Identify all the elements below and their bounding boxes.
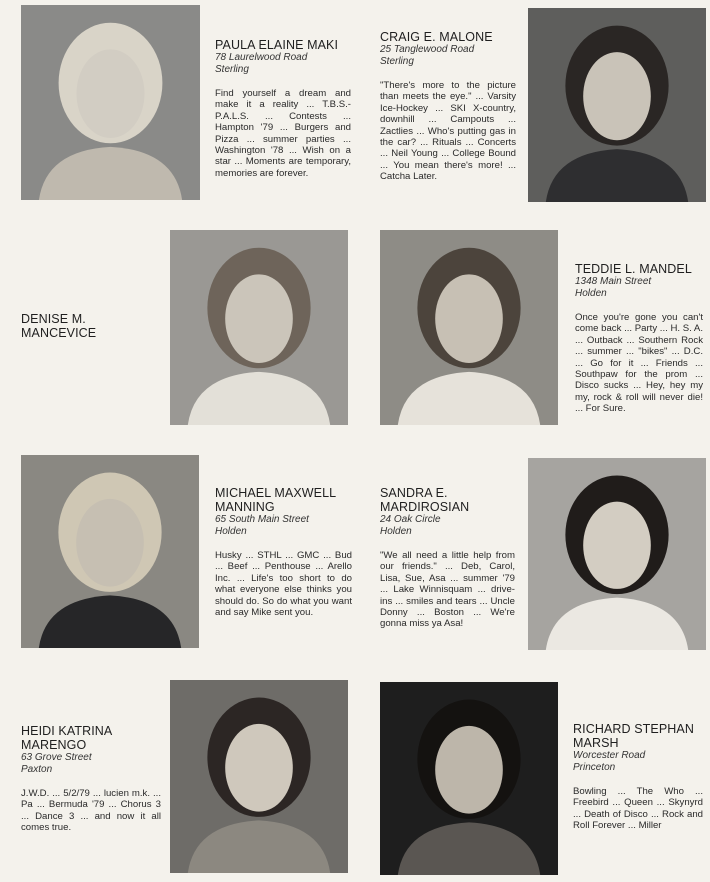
entry-richard-marsh [573,722,703,832]
entry-craig-malone [380,30,516,183]
senior-name-line2: MARSH [573,736,619,750]
senior-town: Holden [215,526,247,537]
senior-town: Princeton [573,762,616,773]
senior-blurb: Once you're gone you can't come back ... Party ... H. S. A. ... Outback ... Southern Rock ... summer ... "bikes" ... D.C. ... Go for it ... Friends ... Southpaw for the prom ... Disco sucks ... Hey, hey my my, rock & roll will never die! ... For Sure. [575,312,703,415]
portrait-silhouette [170,680,348,873]
senior-name-line2: MARDIROSIAN [380,500,470,514]
senior-address: Worcester Road [573,750,646,761]
portrait-face [583,52,651,140]
portrait-face [76,499,144,587]
senior-address: 65 South Main Street [215,514,309,525]
portrait-face [225,724,293,812]
portrait-silhouette [21,455,199,648]
portrait-silhouette [21,5,200,200]
senior-name: MICHAEL MAXWELL [215,486,337,500]
photo-teddie-mandel [380,230,558,425]
portrait-silhouette [380,230,558,425]
portrait-silhouette [380,682,558,875]
portrait-face [435,726,503,814]
senior-address: 63 Grove Street [21,752,92,763]
senior-name-line2: MANCEVICE [21,326,97,340]
entry-michael-manning [215,486,352,618]
senior-town: Paxton [21,764,53,775]
entry-denise-mancevice [21,312,161,340]
portrait-silhouette [528,458,706,650]
photo-craig-malone [528,8,706,202]
portrait-face [76,49,144,138]
portrait-silhouette [528,8,706,202]
senior-blurb: "We all need a little help from our friends." ... Deb, Carol, Lisa, Sue, Asa ... summer '79 ... Lake Winnisquam ... drive-ins ... smiles and tears ... Uncle Donny ... Boston ... We're gonna miss ya Asa! [380,550,515,630]
entry-sandra-mardirosian [380,486,515,630]
senior-blurb: Bowling ... The Who ... Freebird ... Queen ... Skynyrd ... Death of Disco ... Rock and Roll Forever ... Miller [573,786,703,832]
senior-name-line2: MARENGO [21,738,87,752]
senior-town: Sterling [215,64,249,75]
senior-name: SANDRA E. [380,486,448,500]
photo-michael-manning [21,455,199,648]
entry-teddie-mandel [575,262,703,415]
portrait-face [583,502,651,589]
senior-name: RICHARD STEPHAN [573,722,694,736]
photo-richard-marsh [380,682,558,875]
senior-address: 1348 Main Street [575,276,652,287]
photo-sandra-mardirosian [528,458,706,650]
senior-blurb: Find yourself a dream and make it a reality ... T.B.S.-P.A.L.S. ... Contests ... Hampton '79 ... Burgers and Pizza ... summer parties ... Washington '78 ... Wish on a star ... Moments are temporary, memories are forever. [215,88,351,179]
senior-town: Holden [575,288,607,299]
entry-paula-maki [215,38,351,179]
senior-town: Holden [380,526,412,537]
entry-heidi-marengo [21,724,161,834]
senior-name: PAULA ELAINE MAKI [215,38,339,52]
portrait-face [435,274,503,363]
photo-heidi-marengo [170,680,348,873]
photo-denise-mancevice [170,230,348,425]
senior-name: TEDDIE L. MANDEL [575,262,692,276]
senior-address: 24 Oak Circle [380,514,441,525]
photo-paula-maki [21,5,200,200]
senior-blurb: "There's more to the picture than meets the eye." ... Varsity Ice-Hockey ... SKI X-country, downhill ... Campouts ... Zactlies ... Who's putting gas in the car? ... Rituals ... Concerts ... Neil Young ... College Bound ... You mean there's more! ... Catcha Later. [380,80,516,183]
senior-blurb: Husky ... STHL ... GMC ... Bud ... Beef ... Penthouse ... Arello Inc. ... Life's too short to do what everyone else thinks you should do. So do what you want and say Mike sent you. [215,550,352,619]
portrait-silhouette [170,230,348,425]
senior-name: HEIDI KATRINA [21,724,113,738]
senior-name: CRAIG E. MALONE [380,30,493,44]
senior-blurb: J.W.D. ... 5/2/79 ... lucien m.k. ... Pa ... Bermuda '79 ... Chorus 3 ... Dance 3 ... and now it all comes true. [21,788,161,834]
senior-name-line2: MANNING [215,500,275,514]
senior-name: DENISE M. [21,312,86,326]
senior-address: 25 Tanglewood Road [380,44,475,55]
senior-town: Sterling [380,56,414,67]
portrait-face [225,274,293,363]
senior-address: 78 Laurelwood Road [215,52,308,63]
